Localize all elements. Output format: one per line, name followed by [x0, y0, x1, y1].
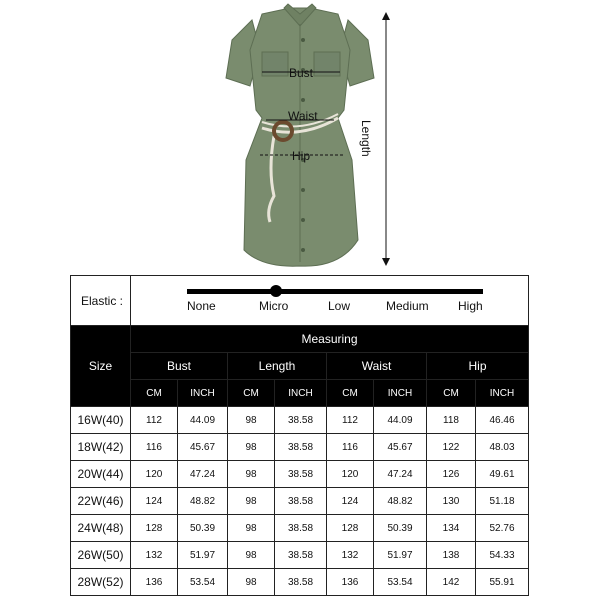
- measurement-cell: 46.46: [476, 407, 529, 434]
- measurement-cell: 118: [427, 407, 476, 434]
- measurement-cell: 44.09: [374, 407, 427, 434]
- measurement-cell: 50.39: [178, 515, 228, 542]
- unit-header-row: [71, 380, 529, 407]
- measurement-cell: 120: [327, 461, 374, 488]
- measurement-cell: 124: [131, 488, 178, 515]
- measurement-cell: 50.39: [374, 515, 427, 542]
- measurement-cell: 54.33: [476, 542, 529, 569]
- size-rows: [71, 407, 529, 596]
- waist-label: Waist: [288, 109, 318, 123]
- table-row: [71, 461, 529, 488]
- measurement-cell: 112: [327, 407, 374, 434]
- elastic-scale-bar: [187, 289, 483, 294]
- size-cell: 16W(40): [71, 407, 131, 434]
- measurement-cell: 136: [327, 569, 374, 596]
- group-header-waist: Waist: [327, 353, 427, 380]
- measurement-cell: 38.58: [275, 488, 327, 515]
- measurement-cell: 38.58: [275, 434, 327, 461]
- group-header-length: Length: [228, 353, 327, 380]
- group-header-hip: Hip: [427, 353, 529, 380]
- measurement-cell: 138: [427, 542, 476, 569]
- measurement-cell: 49.61: [476, 461, 529, 488]
- measurement-cell: 112: [131, 407, 178, 434]
- bust-label: Bust: [289, 66, 314, 80]
- size-cell: 24W(48): [71, 515, 131, 542]
- measurement-cell: 134: [427, 515, 476, 542]
- measurement-cell: 38.58: [275, 515, 327, 542]
- measurement-cell: 55.91: [476, 569, 529, 596]
- measurement-cell: 38.58: [275, 461, 327, 488]
- measurement-cell: 120: [131, 461, 178, 488]
- group-header-row: [71, 353, 529, 380]
- measurement-cell: 47.24: [374, 461, 427, 488]
- size-cell: 28W(52): [71, 569, 131, 596]
- measurement-cell: 98: [228, 515, 275, 542]
- unit-header: CM: [327, 380, 374, 407]
- measurement-cell: 116: [131, 434, 178, 461]
- unit-header: CM: [427, 380, 476, 407]
- measurement-cell: 98: [228, 542, 275, 569]
- elastic-level-micro: Micro: [259, 298, 289, 313]
- elastic-scale: [131, 277, 528, 325]
- elastic-label: Elastic :: [71, 276, 131, 326]
- measurement-cell: 98: [228, 569, 275, 596]
- measuring-header-row: [71, 326, 529, 353]
- size-cell: 22W(46): [71, 488, 131, 515]
- elastic-level-low: Low: [328, 298, 351, 313]
- measurement-cell: 126: [427, 461, 476, 488]
- elastic-scale-indicator: [270, 285, 282, 297]
- size-chart-table: [70, 275, 529, 596]
- measurement-cell: 51.18: [476, 488, 529, 515]
- measurement-cell: 45.67: [374, 434, 427, 461]
- measurement-cell: 38.58: [275, 569, 327, 596]
- size-cell: 20W(44): [71, 461, 131, 488]
- measurement-cell: 98: [228, 488, 275, 515]
- measurement-cell: 51.97: [374, 542, 427, 569]
- measurement-cell: 53.54: [374, 569, 427, 596]
- measurement-cell: 130: [427, 488, 476, 515]
- measurement-cell: 124: [327, 488, 374, 515]
- unit-header: INCH: [374, 380, 427, 407]
- measurement-cell: 48.82: [178, 488, 228, 515]
- group-header-bust: Bust: [131, 353, 228, 380]
- unit-header: INCH: [178, 380, 228, 407]
- table-row: [71, 488, 529, 515]
- measurement-cell: 53.54: [178, 569, 228, 596]
- measurement-cell: 98: [228, 434, 275, 461]
- elastic-level-high: High: [458, 298, 483, 313]
- measurement-cell: 38.58: [275, 542, 327, 569]
- unit-header: INCH: [476, 380, 529, 407]
- hip-label: Hip: [292, 149, 311, 163]
- table-row: [71, 515, 529, 542]
- measurement-cell: 98: [228, 407, 275, 434]
- table-row: [71, 434, 529, 461]
- size-cell: 18W(42): [71, 434, 131, 461]
- measurement-cell: 45.67: [178, 434, 228, 461]
- measurement-cell: 52.76: [476, 515, 529, 542]
- dress-image: [0, 0, 600, 270]
- length-label: Length: [359, 120, 373, 157]
- unit-header: INCH: [275, 380, 327, 407]
- measurement-cell: 142: [427, 569, 476, 596]
- elastic-row: [71, 276, 529, 326]
- measurement-cell: 132: [327, 542, 374, 569]
- table-row: [71, 407, 529, 434]
- measurement-cell: 44.09: [178, 407, 228, 434]
- measurement-cell: 98: [228, 461, 275, 488]
- measuring-header: Measuring: [131, 326, 529, 353]
- elastic-scale-cell: [131, 276, 529, 326]
- measurement-cell: 47.24: [178, 461, 228, 488]
- unit-header: CM: [131, 380, 178, 407]
- measurement-cell: 122: [427, 434, 476, 461]
- measurement-cell: 116: [327, 434, 374, 461]
- measurement-cell: 51.97: [178, 542, 228, 569]
- size-cell: 26W(50): [71, 542, 131, 569]
- elastic-level-none: None: [187, 298, 216, 313]
- measurement-cell: 132: [131, 542, 178, 569]
- measurement-cell: 38.58: [275, 407, 327, 434]
- measurement-cell: 48.03: [476, 434, 529, 461]
- table-row: [71, 569, 529, 596]
- measurement-cell: 128: [327, 515, 374, 542]
- table-row: [71, 542, 529, 569]
- measurement-cell: 136: [131, 569, 178, 596]
- dress-illustration: [0, 0, 600, 270]
- size-header: Size: [71, 326, 131, 407]
- measurement-cell: 128: [131, 515, 178, 542]
- measurement-cell: 48.82: [374, 488, 427, 515]
- unit-header: CM: [228, 380, 275, 407]
- elastic-level-medium: Medium: [386, 298, 429, 313]
